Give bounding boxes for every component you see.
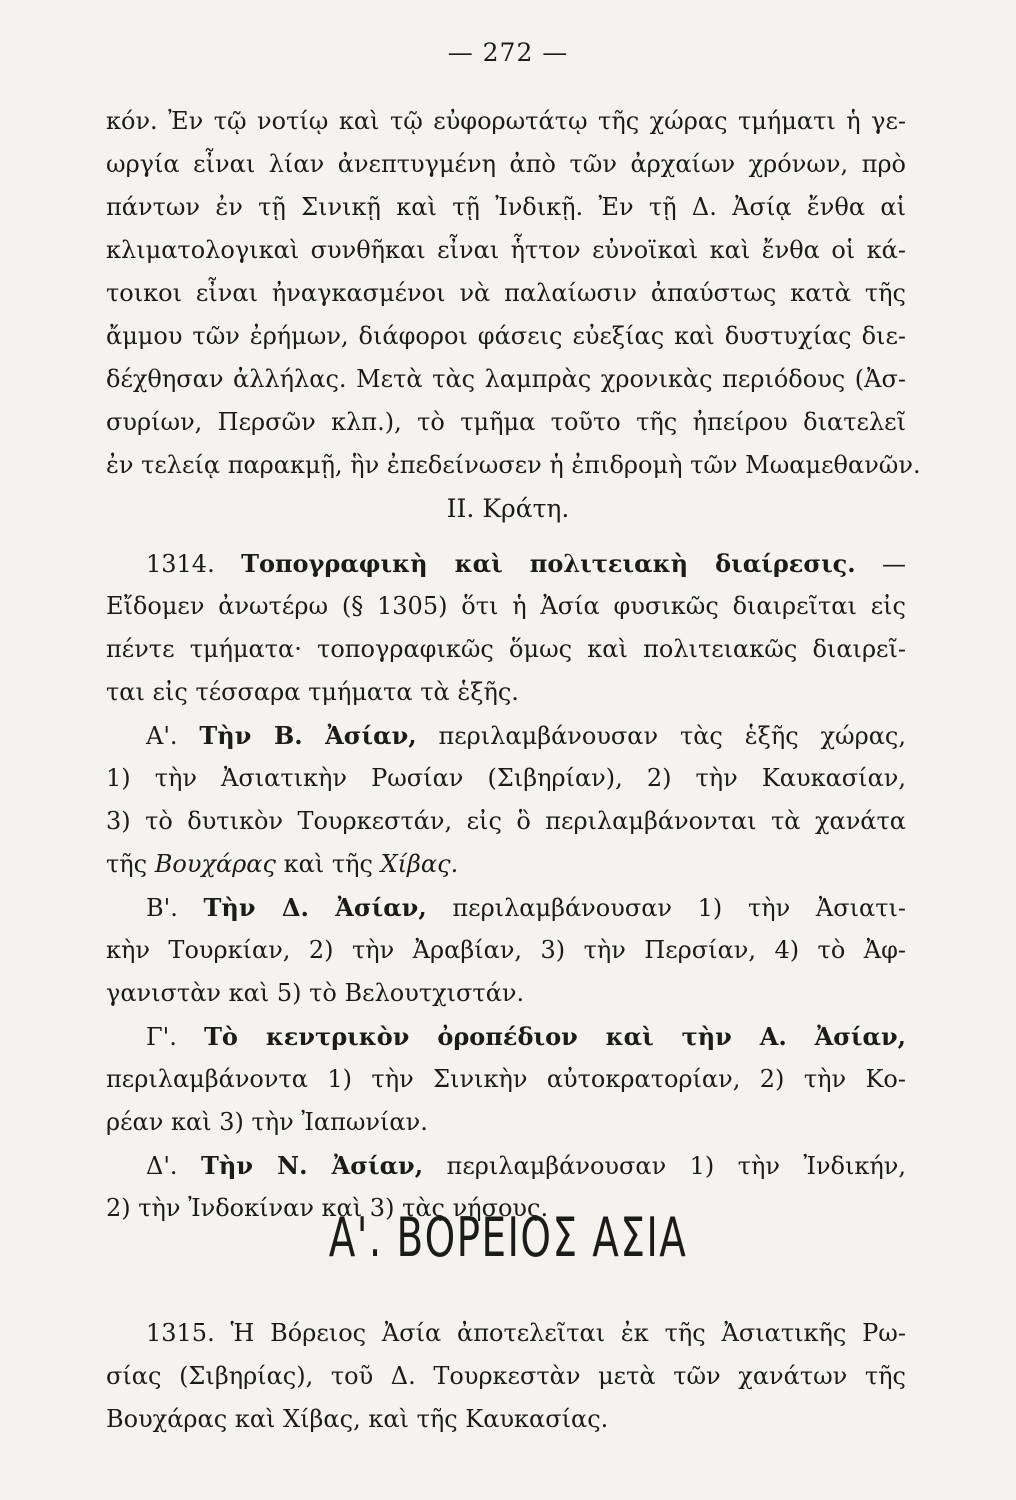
text-fragment: καὶ τῆς (283, 850, 373, 878)
item-name: Τὸ κεντρικὸν ὀροπέδιον καὶ τὴν Α. Ἀσίαν, (204, 1022, 906, 1051)
item-text: περιλαμβάνουσαν 1) τὴν Ἰνδικήν, (446, 1152, 906, 1180)
text-line: γανιστὰν καὶ 5) τὸ Βελουτχιστάν. (106, 979, 525, 1007)
page-number: — 272 — (447, 38, 569, 67)
text-fragment: Ἡ Βόρειος Ἀσία ἀποτελεῖται ἐκ τῆς Ἀσιατικῆς Ρω- (230, 1319, 906, 1347)
text-line: 1) τὴν Ἀσιατικὴν Ρωσίαν (Σιβηρίαν), 2) τὴν Καυκασίαν, (106, 764, 906, 792)
text-line: κλιματολογικαὶ συνθῆκαι εἶναι ἧττον εὐνοϊκαὶ καὶ ἔνθα οἱ κά- (106, 236, 906, 264)
text-line: κόν. Ἐν τῷ νοτίῳ καὶ τῷ εὐφορωτάτῳ τῆς χώρας τμήματι ἡ γε- (106, 107, 906, 135)
text-line: ἐν τελείᾳ παρακμῇ, ἣν ἐπεδείνωσεν ἡ ἐπιδρομὴ τῶν Μωαμεθανῶν. (106, 451, 921, 479)
text-line: Βουχάρας καὶ Χίβας, καὶ τῆς Καυκασίας. (106, 1405, 609, 1433)
paragraph-number: 1314. (146, 550, 215, 578)
paragraph-title: Τοπογραφικὴ καὶ πολιτειακὴ διαίρεσις. (241, 549, 856, 578)
text-line: τοικοι εἶναι ἠναγκασμένοι νὰ παλαίωσιν ἀπαύστως κατὰ τῆς (106, 279, 906, 307)
text-line: δέχθησαν ἀλλήλας. Μετὰ τὰς λαμπρὰς χρονικὰς περιόδους (Ἀσ- (106, 365, 906, 393)
text-line: ωργία εἶναι λίαν ἀνεπτυγμένη ἀπὸ τῶν ἀρχαίων χρόνων, πρὸ (106, 150, 906, 178)
list-item-b (106, 886, 906, 929)
em-dash: — (882, 550, 907, 578)
item-label: Γ'. (146, 1023, 177, 1051)
item-name: Τὴν Ν. Ἀσίαν, (201, 1151, 424, 1180)
list-item-d (106, 1144, 906, 1187)
item-name: Τὴν Β. Ἀσίαν, (199, 721, 417, 750)
italic-place-name: Χίβας. (380, 850, 459, 878)
list-item-c (106, 1015, 906, 1058)
text-line: σίας (Σιβηρίας), τοῦ Δ. Τουρκεστὰν μετὰ τῶν χανάτων τῆς (106, 1362, 906, 1390)
paragraph-1315 (106, 1312, 906, 1441)
paragraph-number: 1315. (146, 1319, 215, 1347)
text-line: 2) τὴν Ἰνδοκίναν καὶ 3) τὰς νήσους. (106, 1194, 549, 1222)
item-label: Β'. (146, 894, 178, 922)
text-line: 3) τὸ δυτικὸν Τουρκεστάν, εἰς ὃ περιλαμβάνονται τὰ χανάτα (106, 807, 906, 835)
text-line: ται εἰς τέσσαρα τμήματα τὰ ἑξῆς. (106, 678, 519, 706)
section-title: II. Κράτη. (446, 494, 570, 523)
text-line: πάντων ἐν τῇ Σινικῇ καὶ τῇ Ἰνδικῇ. Ἐν τῇ Δ. Ἀσίᾳ ἔνθα αἱ (106, 193, 906, 221)
paragraph-first-line (106, 1312, 906, 1355)
text-line: κὴν Τουρκίαν, 2) τὴν Ἀραβίαν, 3) τὴν Περσίαν, 4) τὸ Ἀφ- (106, 936, 906, 964)
paragraph-heading-line (106, 542, 906, 585)
text-line: Εἴδομεν ἀνωτέρω (§ 1305) ὅτι ἡ Ἀσία φυσικῶς διαιρεῖται εἰς (106, 592, 906, 620)
list-item-a (106, 714, 906, 757)
chapter-heading: Α'. ΒΟΡΕΙΟΣ ΑΣΙΑ (328, 1206, 688, 1269)
item-text: περιλαμβάνουσαν τὰς ἑξῆς χώρας, (438, 722, 906, 750)
paragraph-1314 (106, 542, 906, 1230)
text-line: ρέαν καὶ 3) τὴν Ἰαπωνίαν. (106, 1108, 428, 1136)
text-fragment: τῆς (106, 850, 148, 878)
italic-place-name: Βουχάρας (154, 850, 276, 878)
text-line: συρίων, Περσῶν κλπ.), τὸ τμῆμα τοῦτο τῆς ἠπείρου διατελεῖ (106, 408, 906, 436)
item-label: Α'. (146, 722, 178, 750)
item-text: περιλαμβάνουσαν 1) τὴν Ἀσιατι- (452, 894, 906, 922)
text-line (106, 843, 906, 886)
text-line: πέντε τμήματα· τοπογραφικῶς ὅμως καὶ πολιτειακῶς διαιρεῖ- (106, 635, 906, 663)
item-label: Δ'. (146, 1152, 178, 1180)
text-line: ἄμμου τῶν ἐρήμων, διάφοροι φάσεις εὐεξίας καὶ δυστυχίας διε- (106, 322, 906, 350)
intro-paragraph (106, 100, 921, 487)
text-line: περιλαμβάνοντα 1) τὴν Σινικὴν αὐτοκρατορίαν, 2) τὴν Κο- (106, 1065, 906, 1093)
item-name: Τὴν Δ. Ἀσίαν, (203, 893, 427, 922)
